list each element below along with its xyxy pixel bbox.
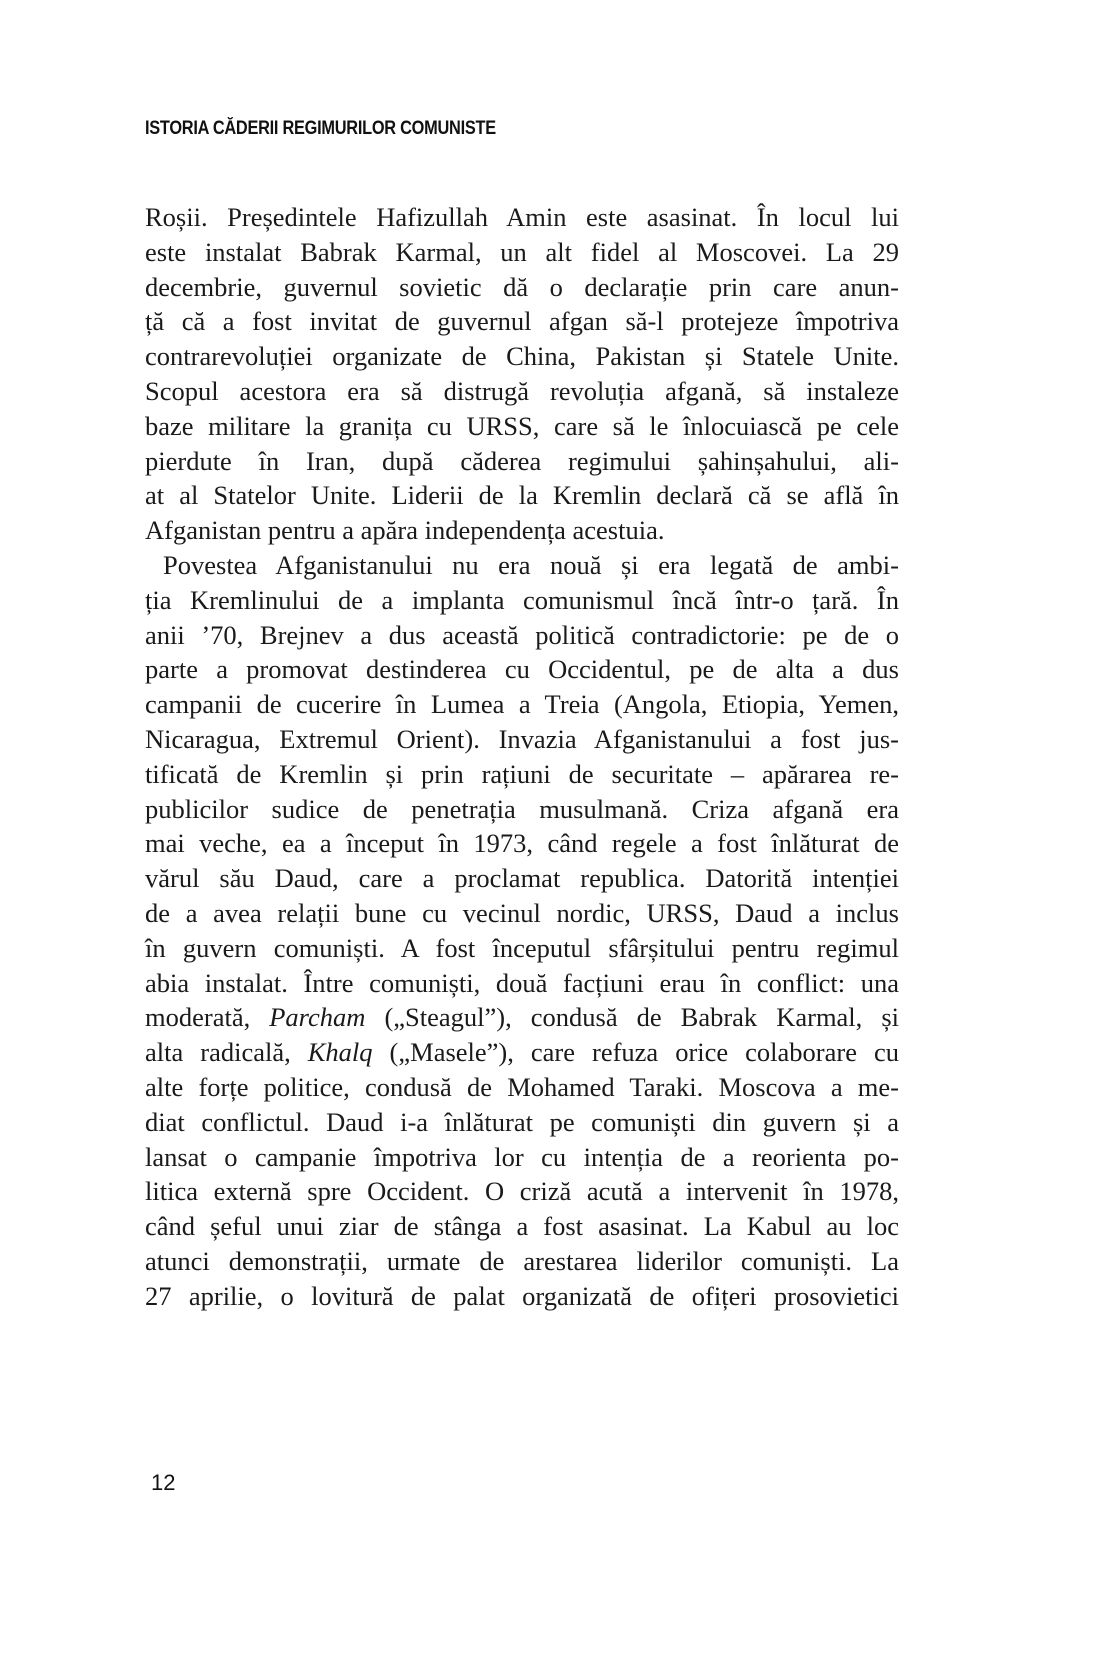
text-line: publicilor sudice de penetrația musulmană. Criza afgană era [145,793,899,824]
text-segment: („Masele”), care refuza orice colaborare cu [372,1037,899,1068]
text-line [145,1035,899,1070]
paragraph [145,548,899,1314]
text-line: este instalat Babrak Karmal, un alt fidel al Moscovei. La 29 [145,236,899,267]
text-segment: moderată, [145,1002,270,1033]
text-line: decembrie, guvernul sovietic dă o declarație prin care anun- [145,271,899,302]
text-line: 27 aprilie, o lovitură de palat organizată de ofițeri prosovietici [145,1280,899,1311]
text-line: Nicaragua, Extremul Orient). Invazia Afganistanului a fost jus- [145,723,899,754]
text-segment: („Steagul”), condusă de Babrak Karmal, și [365,1002,900,1033]
page-number: 12 [151,1470,176,1495]
text-line: contrarevoluției organizate de China, Pakistan și Statele Unite. [145,341,899,372]
italic-term: Parcham [269,1002,366,1033]
text-line: Povestea Afganistanului nu era nouă și era legată de ambi- [163,549,899,580]
text-line: baze militare la granița cu URSS, care să le înlocuiască pe cele [145,410,899,441]
text-line: tificată de Kremlin și prin rațiuni de securitate – apărarea re- [145,758,899,789]
text-line: anii ’70, Brejnev a dus această politică contradictorie: pe de o [145,619,899,650]
text-line: diat conflictul. Daud i-a înlăturat pe comuniști din guvern și a [145,1106,899,1137]
text-line [145,1000,899,1035]
text-line: lansat o campanie împotriva lor cu intenția de a reorienta po- [145,1141,899,1172]
text-line: ță că a fost invitat de guvernul afgan să-l protejeze împotriva [145,306,899,337]
text-line: când șeful unui ziar de stânga a fost asasinat. La Kabul au loc [145,1211,899,1242]
text-line: parte a promovat destinderea cu Occidentul, pe de alta a dus [145,654,899,685]
text-line: alte forțe politice, condusă de Mohamed Taraki. Moscova a me- [145,1071,899,1102]
text-line: de a avea relații bune cu vecinul nordic, URSS, Daud a inclus [145,897,899,928]
paragraph [145,200,899,548]
text-line: vărul său Daud, care a proclamat republica. Datorită intenției [145,863,899,894]
text-line: abia instalat. Între comuniști, două facțiuni erau în conflict: una [145,967,899,998]
text-line: ția Kremlinului de a implanta comunismul încă într-o țară. În [145,584,899,615]
body-text [145,200,899,1314]
text-segment: alta radicală, [145,1037,308,1068]
text-line: Afganistan pentru a apăra independența acestuia. [145,515,665,546]
running-head: ISTORIA CĂDERII REGIMURILOR COMUNISTE [145,118,496,139]
text-line: at al Statelor Unite. Liderii de la Kremlin declară că se află în [145,480,899,511]
text-line: în guvern comuniști. A fost începutul sfârșitului pentru regimul [145,932,899,963]
text-line: mai veche, ea a început în 1973, când regele a fost înlăturat de [145,828,899,859]
italic-term: Khalq [307,1037,373,1068]
text-line: atunci demonstrații, urmate de arestarea liderilor comuniști. La [145,1245,899,1276]
text-line: Roșii. Președintele Hafizullah Amin este asasinat. În locul lui [145,202,899,232]
text-line: campanii de cucerire în Lumea a Treia (Angola, Etiopia, Yemen, [145,689,899,720]
text-line: Scopul acestora era să distrugă revoluția afgană, să instaleze [145,375,899,406]
text-line: litica externă spre Occident. O criză acută a intervenit în 1978, [145,1176,899,1207]
text-line: pierdute în Iran, după căderea regimului șahinșahului, ali- [145,445,899,476]
